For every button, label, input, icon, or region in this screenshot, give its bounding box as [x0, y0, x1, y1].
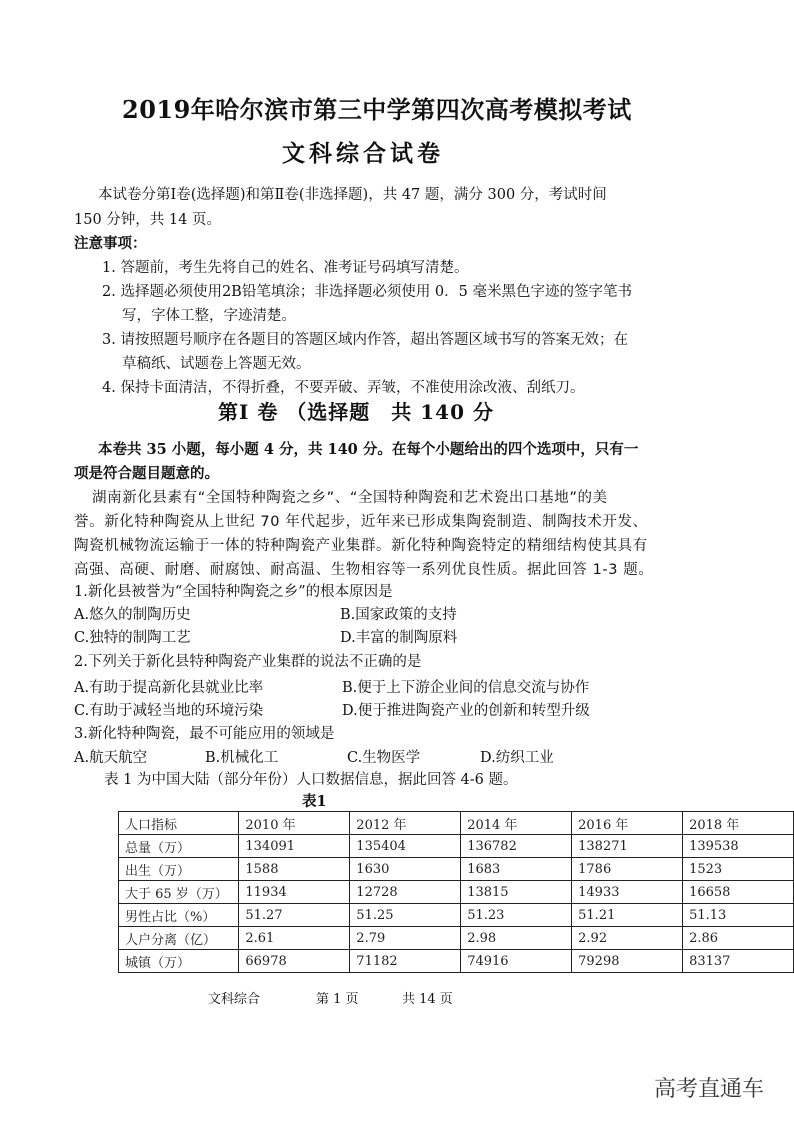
section-desc: 本卷共 35 小题，每小题 4 分，共 140 分。在每个小题给出的四个选项中，只有一	[98, 441, 639, 458]
header-cell: 2018 年	[683, 812, 794, 835]
notes-heading: 注意事项：	[74, 235, 147, 252]
value-cell: 74916	[461, 950, 572, 973]
value-cell: 1786	[572, 858, 683, 881]
row-label-cell: 出生（万）	[119, 858, 239, 881]
header-cell: 2010 年	[239, 812, 350, 835]
q1-option-d: D.丰富的制陶原料	[340, 630, 458, 646]
row-label-cell: 男性占比（%）	[119, 904, 239, 927]
note-item: 2. 选择题必须使用2B铅笔填涂；非选择题必须使用 0．5 毫米黑色字迹的签字笔书	[102, 284, 632, 300]
passage-line: 陶瓷机械物流运输于一体的特种陶瓷产业集群。新化特种陶瓷特定的精细结构使其具有	[74, 538, 648, 554]
value-cell: 2.61	[239, 927, 350, 950]
table-row	[119, 950, 794, 973]
row-label-cell: 城镇（万）	[119, 950, 239, 973]
value-cell: 79298	[572, 950, 683, 973]
value-cell: 1523	[683, 858, 794, 881]
footer-total: 共 14 页	[402, 992, 453, 1007]
table-caption: 表1	[302, 793, 327, 810]
watermark-logo: 高考直通车	[653, 1077, 764, 1102]
table-row	[119, 904, 794, 927]
value-cell: 136782	[461, 835, 572, 858]
header-cell: 2012 年	[350, 812, 461, 835]
table-header-row	[119, 812, 794, 835]
value-cell: 14933	[572, 881, 683, 904]
question-3-stem: 3.新化特种陶瓷，最不可能应用的领域是	[74, 726, 335, 742]
value-cell: 12728	[350, 881, 461, 904]
value-cell: 2.98	[461, 927, 572, 950]
value-cell: 2.86	[683, 927, 794, 950]
q1-option-c: C.独特的制陶工艺	[74, 630, 191, 646]
value-cell: 2.92	[572, 927, 683, 950]
intro-line: 150 分钟，共 14 页。	[74, 212, 221, 228]
q2-option-a: A.有助于提高新化县就业比率	[74, 680, 264, 696]
value-cell: 2.79	[350, 927, 461, 950]
value-cell: 51.23	[461, 904, 572, 927]
value-cell: 11934	[239, 881, 350, 904]
value-cell: 16658	[683, 881, 794, 904]
note-item: 草稿纸、试题卷上答题无效。	[122, 356, 311, 372]
q2-option-d: D.便于推进陶瓷产业的创新和转型升级	[342, 703, 590, 719]
passage-line: 高强、高硬、耐磨、耐腐蚀、耐高温、生物相容等一系列优良性质。据此回答 1-3 题。	[74, 562, 654, 578]
value-cell: 138271	[572, 835, 683, 858]
value-cell: 51.27	[239, 904, 350, 927]
q3-option-a: A.航天航空	[74, 750, 148, 766]
value-cell: 1588	[239, 858, 350, 881]
table-row	[119, 835, 794, 858]
footer-subject: 文科综合	[208, 992, 261, 1007]
table-row	[119, 927, 794, 950]
value-cell: 51.13	[683, 904, 794, 927]
table-row	[119, 858, 794, 881]
value-cell: 1683	[461, 858, 572, 881]
section-title: 第Ⅰ 卷 （选择题 共 140 分	[218, 400, 494, 424]
value-cell: 51.21	[572, 904, 683, 927]
note-item: 写，字体工整，字迹清楚。	[122, 308, 296, 324]
value-cell: 13815	[461, 881, 572, 904]
table-row	[119, 881, 794, 904]
question-1-stem: 1.新化县被誉为“全国特种陶瓷之乡”的根本原因是	[74, 584, 393, 600]
q3-option-d: D.纺织工业	[480, 750, 554, 766]
value-cell: 51.25	[350, 904, 461, 927]
row-label-cell: 大于 65 岁（万）	[119, 881, 239, 904]
header-cell: 人口指标	[119, 812, 239, 835]
header-cell: 2016 年	[572, 812, 683, 835]
passage-line: 誉。新化特种陶瓷从上世纪 70 年代起步，近年来已形成集陶瓷制造、制陶技术开发、	[74, 514, 648, 530]
table-intro: 表 1 为中国大陆（部分年份）人口数据信息，据此回答 4-6 题。	[104, 772, 518, 788]
value-cell: 1630	[350, 858, 461, 881]
value-cell: 139538	[683, 835, 794, 858]
note-item: 3. 请按照题号顺序在各题目的答题区域内作答，超出答题区域书写的答案无效；在	[102, 332, 628, 348]
row-label-cell: 人户分离（亿）	[119, 927, 239, 950]
row-label-cell: 总量（万）	[119, 835, 239, 858]
q3-option-c: C.生物医学	[347, 750, 421, 766]
value-cell: 135404	[350, 835, 461, 858]
q3-option-b: B.机械化工	[205, 750, 279, 766]
header-cell: 2014 年	[461, 812, 572, 835]
intro-line: 本试卷分第Ⅰ卷(选择题)和第Ⅱ卷(非选择题)，共 47 题，满分 300 分，考试时间	[98, 187, 607, 203]
footer-page: 第 1 页	[316, 992, 359, 1007]
q2-option-c: C.有助于减轻当地的环境污染	[74, 703, 264, 719]
value-cell: 66978	[239, 950, 350, 973]
value-cell: 134091	[239, 835, 350, 858]
population-table	[118, 811, 794, 973]
note-item: 4. 保持卡面清洁，不得折叠，不要弄破、弄皱，不准使用涂改液、刮纸刀。	[102, 380, 585, 396]
section-desc: 项是符合题目题意的。	[74, 465, 219, 482]
q1-option-a: A.悠久的制陶历史	[74, 607, 191, 623]
passage-line: 湖南新化县素有“全国特种陶瓷之乡”、“全国特种陶瓷和艺术瓷出口基地”的美	[92, 490, 608, 506]
question-2-stem: 2.下列关于新化县特种陶瓷产业集群的说法不正确的是	[74, 654, 422, 670]
value-cell: 83137	[683, 950, 794, 973]
value-cell: 71182	[350, 950, 461, 973]
note-item: 1. 答题前，考生先将自己的姓名、准考证号码填写清楚。	[102, 260, 469, 276]
exam-title: 2019年哈尔滨市第三中学第四次高考模拟考试	[122, 95, 632, 124]
exam-subtitle: 文科综合试卷	[282, 140, 444, 167]
q1-option-b: B.国家政策的支持	[340, 607, 457, 623]
q2-option-b: B.便于上下游企业间的信息交流与协作	[342, 680, 590, 696]
